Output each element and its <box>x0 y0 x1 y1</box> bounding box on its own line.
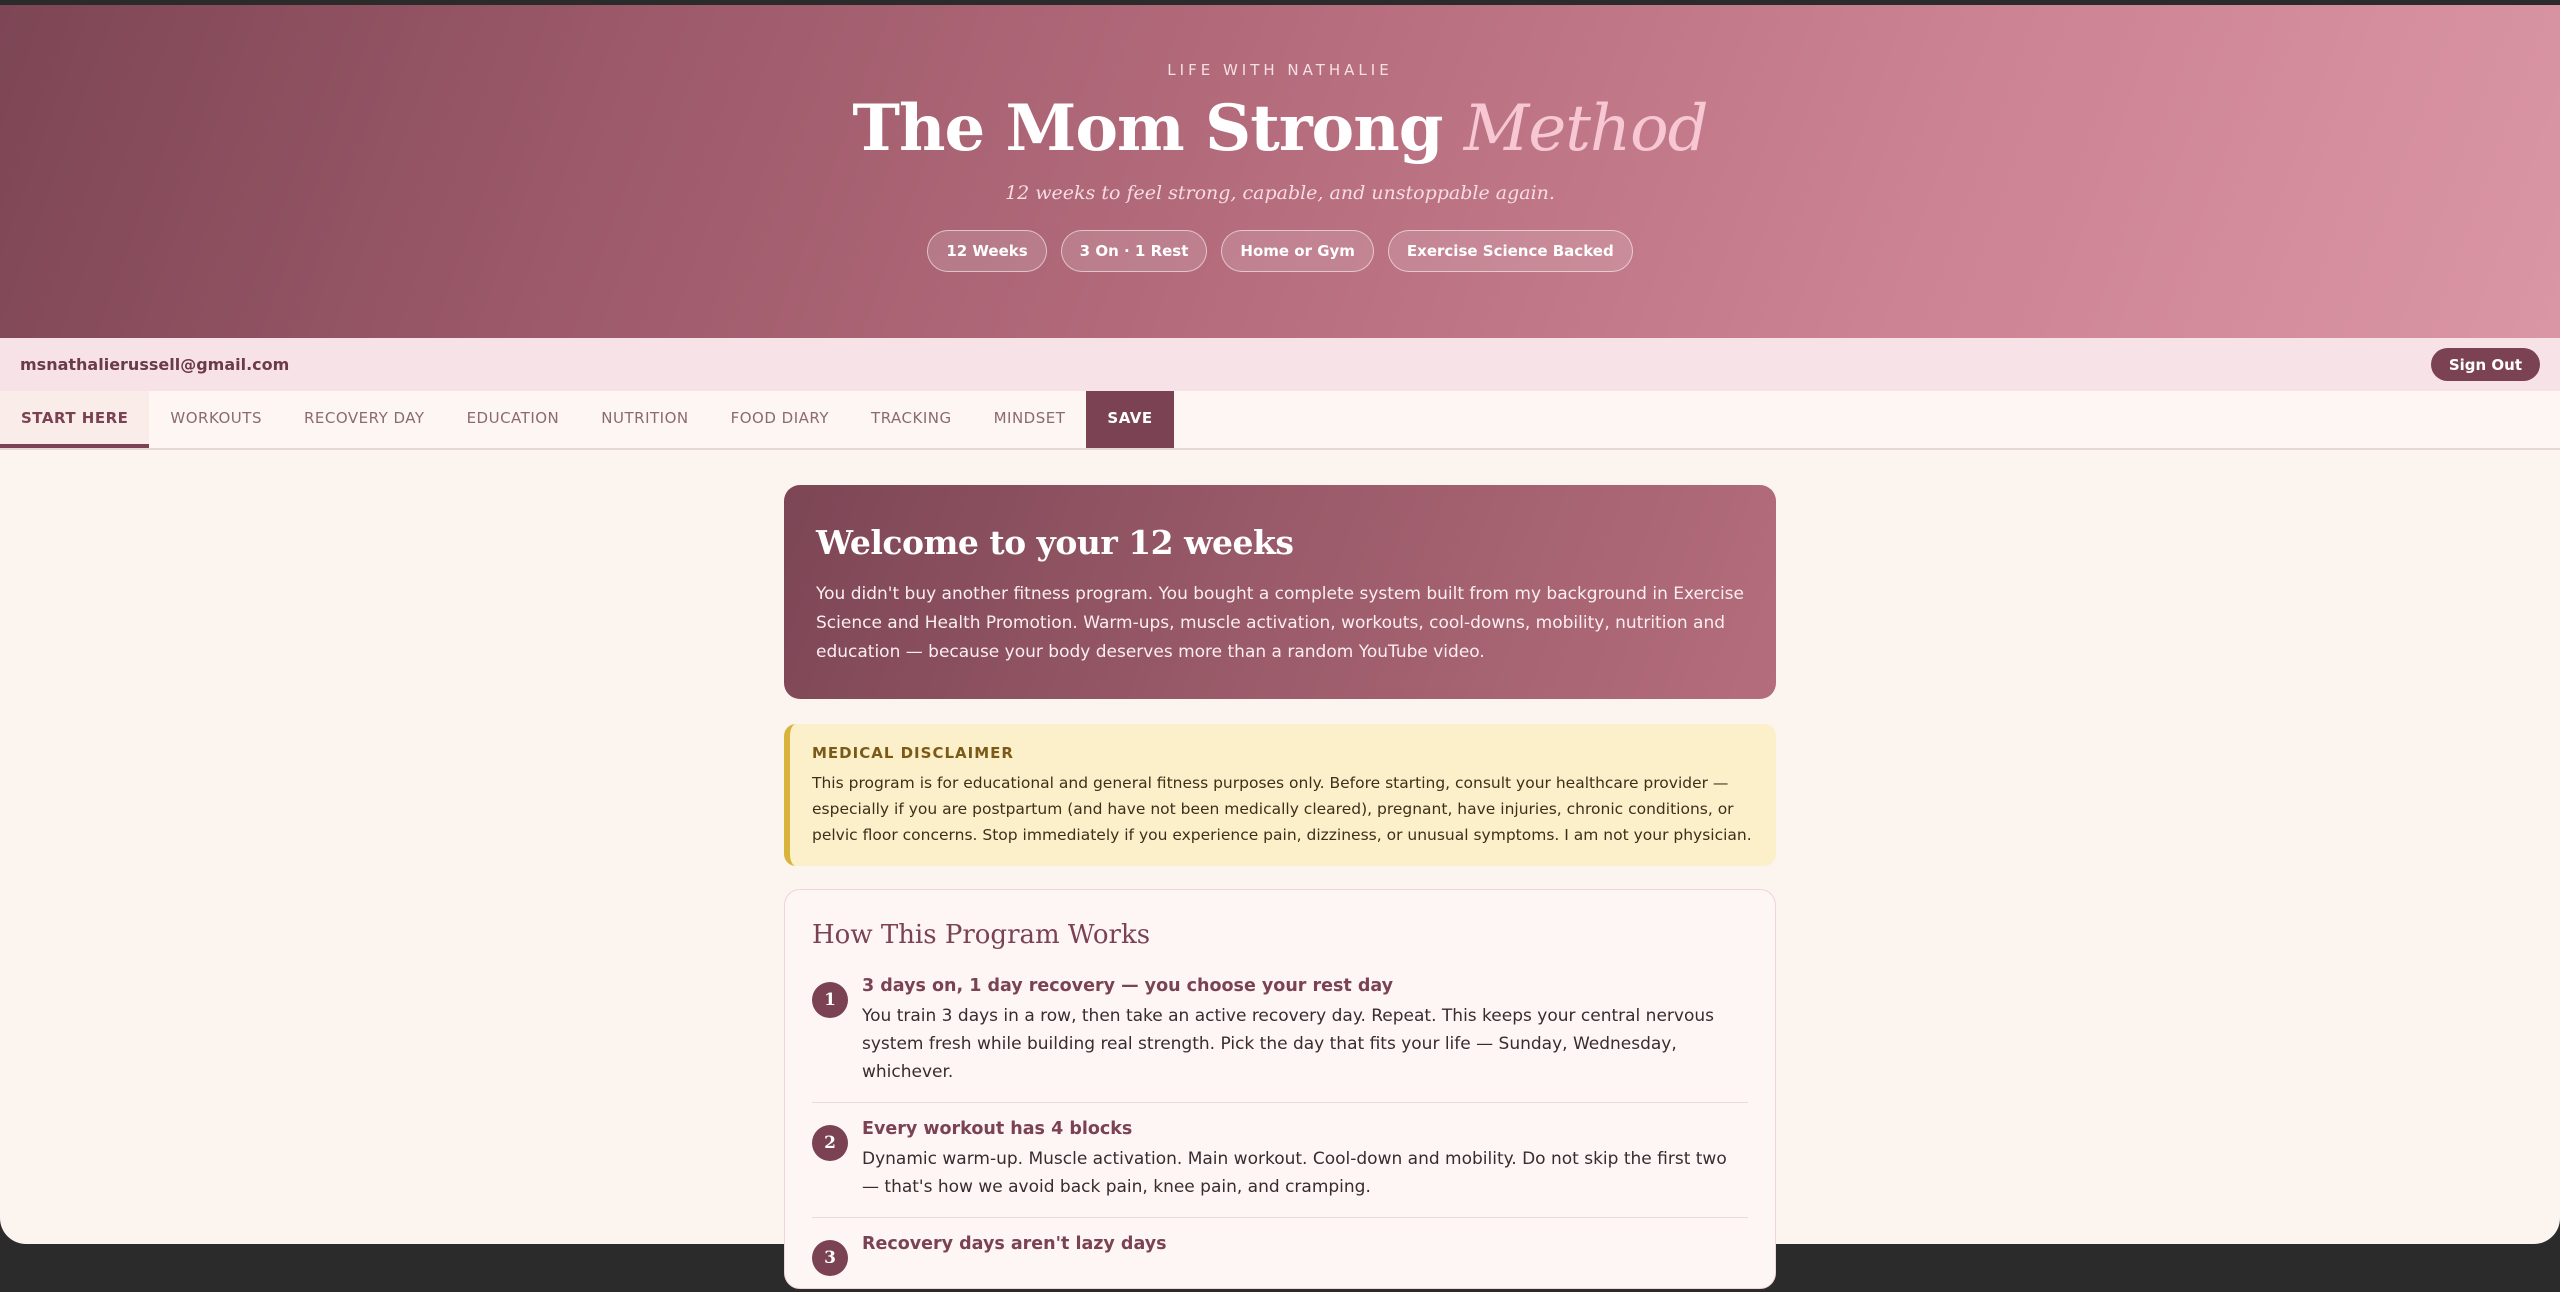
pill-location: Home or Gym <box>1221 230 1374 272</box>
tab-tracking[interactable]: TRACKING <box>871 408 952 427</box>
program-title <box>0 91 2560 166</box>
disclaimer-label: MEDICAL DISCLAIMER <box>812 744 1014 762</box>
sign-out-button[interactable]: Sign Out <box>2431 348 2540 381</box>
how-it-works-title: How This Program Works <box>812 920 1151 950</box>
hero-banner <box>0 5 2560 338</box>
tab-mindset[interactable]: MINDSET <box>993 408 1066 427</box>
welcome-body: You didn't buy another fitness program. You bought a complete system built from my background in Exercise Science and Health Promotion. Warm-ups, muscle activation, workouts, cool-downs, mobility, nutrition and education — because your body deserves more than a random YouTube video. <box>816 584 1745 662</box>
app-window <box>0 5 2560 1268</box>
save-button[interactable]: SAVE <box>1086 391 1173 448</box>
pill-duration: 12 Weeks <box>927 230 1046 272</box>
list-item <box>812 976 1748 1103</box>
list-item <box>812 1119 1748 1218</box>
welcome-title: Welcome to your 12 weeks <box>816 523 1294 562</box>
pill-science: Exercise Science Backed <box>1388 230 1633 272</box>
step-body: Dynamic warm-up. Muscle activation. Main workout. Cool-down and mobility. Do not skip the first two — that's how we avoid back pain, knee pain, and cramping. <box>862 1149 1727 1197</box>
step-number: 3 <box>812 1240 848 1276</box>
step-number: 2 <box>812 1125 848 1161</box>
program-title-main: The Mom Strong <box>852 91 1464 166</box>
start-here-content <box>784 485 1776 1289</box>
program-tagline: 12 weeks to feel strong, capable, and unstoppable again. <box>1005 182 1555 204</box>
how-it-works-card <box>784 889 1776 1289</box>
medical-disclaimer <box>784 724 1776 866</box>
tab-start-here[interactable]: START HERE <box>0 391 149 448</box>
step-title: 3 days on, 1 day recovery — you choose your rest day <box>862 976 1394 996</box>
tab-nutrition[interactable]: NUTRITION <box>601 408 689 427</box>
tab-workouts[interactable]: WORKOUTS <box>170 408 262 427</box>
welcome-card <box>784 485 1776 699</box>
main-nav <box>0 391 2560 450</box>
step-title: Recovery days aren't lazy days <box>862 1234 1167 1254</box>
step-body: You train 3 days in a row, then take an active recovery day. Repeat. This keeps your central nervous system fresh while building real strength. Pick the day that fits your life — Sunday, Wednesday, whichever. <box>862 1006 1714 1082</box>
account-bar <box>0 338 2560 391</box>
disclaimer-body: This program is for educational and general fitness purposes only. Before starting, consult your healthcare provider — especially if you are postpartum (and have not been medically cleared), pregnant, have injuries, chronic conditions, or pelvic floor concerns. Stop immediately if you experience pain, dizziness, or unusual symptoms. I am not your physician. <box>812 774 1752 844</box>
pill-schedule: 3 On · 1 Rest <box>1061 230 1208 272</box>
step-title: Every workout has 4 blocks <box>862 1119 1133 1139</box>
step-number: 1 <box>812 982 848 1018</box>
user-email: msnathalierussell@gmail.com <box>20 355 290 374</box>
tab-food-diary[interactable]: FOOD DIARY <box>730 408 830 427</box>
program-title-accent: Method <box>1463 92 1708 166</box>
feature-pills <box>0 230 2560 272</box>
tab-recovery-day[interactable]: RECOVERY DAY <box>303 408 425 427</box>
list-item <box>812 1234 1748 1292</box>
tab-education[interactable]: EDUCATION <box>466 408 560 427</box>
brand-kicker: LIFE WITH NATHALIE <box>1167 61 1393 79</box>
